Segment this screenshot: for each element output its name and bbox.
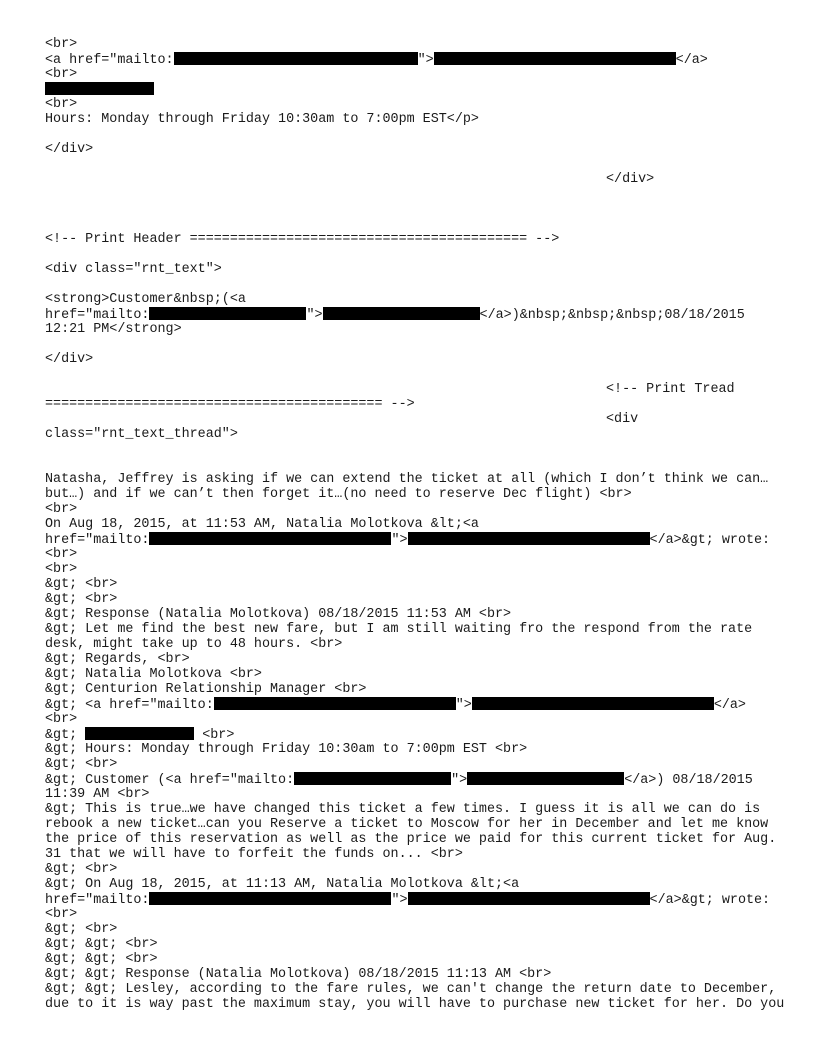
line-text: <br> — [45, 562, 78, 577]
document-line — [45, 352, 93, 367]
document-line — [45, 112, 479, 127]
line-text: "> — [455, 698, 472, 713]
line-text: &gt; <br> — [45, 922, 118, 937]
document-line — [45, 937, 158, 952]
document-line — [45, 262, 222, 277]
line-text: <br> — [45, 37, 78, 52]
redaction-bar — [294, 772, 451, 785]
line-text: &gt; — [45, 728, 86, 743]
redaction-bar — [467, 772, 624, 785]
document-line — [45, 52, 708, 68]
line-text: &gt; &gt; Lesley, according to the fare rules, we can't change the return date to December, — [45, 982, 777, 997]
line-text: &gt; This is true…we have changed this ticket a few times. I guess it is all we can do is — [45, 802, 761, 817]
document-line — [45, 472, 768, 487]
line-text: &gt; <br> — [45, 862, 118, 877]
line-text: <!-- Print Tread — [606, 382, 735, 397]
line-text: &gt; Regards, <br> — [45, 652, 190, 667]
line-text: &gt; <br> — [45, 577, 118, 592]
line-text: </a>) 08/18/2015 — [624, 773, 753, 788]
document-line — [45, 877, 519, 892]
document-line — [45, 232, 559, 247]
line-text: but…) and if we can’t then forget it…(no need to reserve Dec flight) <br> — [45, 487, 632, 502]
line-text: <div class="rnt_text"> — [45, 262, 222, 277]
document-line — [45, 322, 182, 337]
document-line — [45, 757, 117, 772]
document-line — [45, 607, 511, 622]
document-line — [45, 892, 770, 908]
document-line — [45, 652, 190, 667]
document-line — [45, 547, 77, 562]
line-text: &gt; On Aug 18, 2015, at 11:13 AM, Natalia Molotkova &lt;<a — [45, 877, 520, 892]
line-text: </a>&gt; wrote: — [649, 533, 771, 548]
redaction-bar — [174, 52, 418, 65]
line-text: &gt; <a href="mailto: — [45, 698, 214, 713]
document-line — [45, 637, 342, 652]
line-text: 31 that we will have to forfeit the funds on... <br> — [45, 847, 463, 862]
document-line — [45, 982, 776, 997]
document-line — [45, 562, 77, 577]
document-line — [45, 772, 753, 788]
document-line — [45, 787, 149, 802]
line-text: "> — [306, 308, 323, 323]
line-text: <div — [606, 412, 639, 427]
document-line — [45, 907, 77, 922]
line-text: "> — [451, 773, 468, 788]
document-line — [606, 382, 735, 397]
redaction-bar — [323, 307, 480, 320]
document-line — [45, 532, 770, 548]
line-text: 12:21 PM</strong> — [45, 322, 182, 337]
document-line — [45, 952, 158, 967]
line-text: <a href="mailto: — [45, 53, 174, 68]
document-line — [45, 502, 77, 517]
line-text: &gt; Response (Natalia Molotkova) 08/18/2015 11:53 AM <br> — [45, 607, 512, 622]
line-text: href="mailto: — [45, 533, 150, 548]
document-line — [45, 67, 77, 82]
document-line — [45, 997, 784, 1012]
document-line — [606, 172, 654, 187]
document-line — [45, 727, 234, 743]
line-text: href="mailto: — [45, 308, 150, 323]
line-text: Natasha, Jeffrey is asking if we can extend the ticket at all (which I don’t think we can… — [45, 472, 769, 487]
line-text: </a>)&nbsp;&nbsp;&nbsp;08/18/2015 — [479, 308, 745, 323]
line-text: "> — [417, 53, 434, 68]
line-text: <!-- Print Header ========================================== --> — [45, 232, 560, 247]
line-text: &gt; <br> — [45, 757, 118, 772]
document-line — [45, 292, 246, 307]
line-text: <br> — [45, 67, 78, 82]
line-text: </a>&gt; wrote: — [649, 893, 771, 908]
line-text: <br> — [45, 907, 78, 922]
line-text: </a> — [713, 698, 746, 713]
line-text: &gt; <br> — [45, 592, 118, 607]
document-line — [45, 697, 746, 713]
line-text: 11:39 AM <br> — [45, 787, 150, 802]
line-text: ========================================== --> — [45, 397, 415, 412]
document-line — [45, 667, 262, 682]
redaction-bar — [85, 727, 194, 740]
redaction-bar — [214, 697, 456, 710]
document-line — [45, 862, 117, 877]
document-line — [45, 427, 238, 442]
line-text: <br> — [45, 97, 78, 112]
document-line — [45, 622, 752, 637]
document-line — [45, 742, 527, 757]
document-line — [45, 487, 632, 502]
document-line — [45, 847, 463, 862]
line-text: class="rnt_text_thread"> — [45, 427, 238, 442]
redaction-bar — [434, 52, 676, 65]
line-text: <br> — [45, 502, 78, 517]
line-text: desk, might take up to 48 hours. <br> — [45, 637, 343, 652]
line-text: </a> — [675, 53, 708, 68]
line-text: due to it is way past the maximum stay, you will have to purchase new ticket for her. Do you — [45, 997, 785, 1012]
line-text: <br> — [194, 728, 235, 743]
document-line — [45, 802, 760, 817]
document-line — [45, 832, 776, 847]
document-line — [45, 592, 117, 607]
document-line — [45, 817, 768, 832]
document-line — [45, 37, 77, 52]
line-text: Hours: Monday through Friday 10:30am to 7:00pm EST</p> — [45, 112, 479, 127]
line-text: "> — [391, 533, 408, 548]
line-text: &gt; Centurion Relationship Manager <br> — [45, 682, 367, 697]
document-line — [606, 412, 638, 427]
line-text: <strong>Customer&nbsp;(<a — [45, 292, 246, 307]
document-line — [45, 97, 77, 112]
line-text: &gt; Customer (<a href="mailto: — [45, 773, 295, 788]
redaction-bar — [472, 697, 714, 710]
line-text: &gt; &gt; Response (Natalia Molotkova) 08/18/2015 11:13 AM <br> — [45, 967, 552, 982]
document-line — [45, 82, 154, 98]
line-text: </div> — [45, 142, 94, 157]
line-text: the price of this reservation as well as the price we paid for this current ticket for Aug. — [45, 832, 777, 847]
document-line — [45, 712, 77, 727]
line-text: &gt; Hours: Monday through Friday 10:30am to 7:00pm EST <br> — [45, 742, 528, 757]
line-text: rebook a new ticket…can you Reserve a ticket to Moscow for her in December and let me know — [45, 817, 769, 832]
line-text: &gt; &gt; <br> — [45, 952, 158, 967]
redaction-bar — [149, 307, 306, 320]
document-line — [45, 397, 415, 412]
line-text: "> — [391, 893, 408, 908]
line-text: </div> — [606, 172, 655, 187]
line-text: &gt; Let me find the best new fare, but I am still waiting fro the respond from the rate — [45, 622, 753, 637]
document-line — [45, 682, 366, 697]
document-line — [45, 307, 745, 323]
redaction-bar — [45, 82, 154, 95]
document-line — [45, 577, 117, 592]
line-text: </div> — [45, 352, 94, 367]
document-line — [45, 517, 479, 532]
line-text: On Aug 18, 2015, at 11:53 AM, Natalia Molotkova &lt;<a — [45, 517, 479, 532]
document-line — [45, 142, 93, 157]
redaction-bar — [149, 532, 391, 545]
line-text: &gt; Natalia Molotkova <br> — [45, 667, 262, 682]
redaction-bar — [149, 892, 391, 905]
redaction-bar — [408, 532, 650, 545]
line-text: href="mailto: — [45, 893, 150, 908]
document-line — [45, 922, 117, 937]
line-text: &gt; &gt; <br> — [45, 937, 158, 952]
line-text: <br> — [45, 712, 78, 727]
document-line — [45, 967, 551, 982]
redaction-bar — [408, 892, 650, 905]
line-text: <br> — [45, 547, 78, 562]
